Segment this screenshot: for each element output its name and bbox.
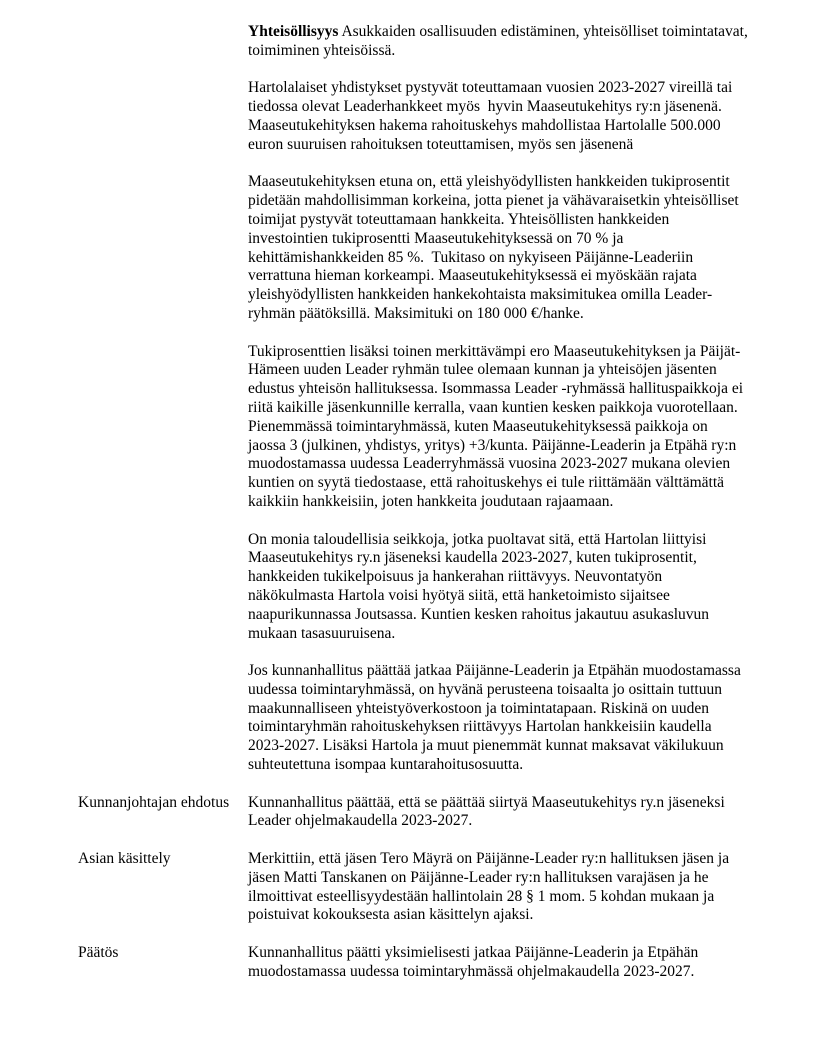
intro-lead-text: Asukkaiden osallisuuden edistäminen, yhteisölliset toimintatavat, toimiminen yhteisöissä. [248, 23, 752, 59]
section-label: Päätös [78, 944, 119, 962]
section-asian-kasittely [78, 850, 748, 944]
intro-paragraph: Hartolalaiset yhdistykset pystyvät toteuttamaan vuosien 2023-2027 vireillä tai tiedossa olevat Leaderhankkeet myös hyvin Maaseutukehitys ry:n jäsenenä. Maaseutukehityksen hakema rahoituskehys mahdollistaa Hartolalle 500.000 euron suuruisen rahoituksen toteuttamisen, myös sen jäsenenä [248, 79, 737, 153]
intro-paragraph: Tukiprosenttien lisäksi toinen merkittävämpi ero Maaseutukehityksen ja Päijät-Hämeen uuden Leader ryhmän tulee olemaan kunnan ja yhteisöjen jäsenten edustus yhteisön hallituksessa. Isommassa Leader -ryhmässä hallituspaikkoja ei riitä kaikille jäsenkunnille kerralla, vaan kuntien kesken paikkoja vuorotellaan. Pienemmässä toimintaryhmässä, kuten Maaseutukehityksessä paikkoja on jaossa 3 (julkinen, yhdistys, yritys) +3/kunta. Päijänne-Leaderin ja Etpähä ry:n muodostamassa uudessa Leaderryhmässä vuosina 2023-2027 mukana olevien kuntien on syytä tiedostaase, että rahoituskehys ei tule riittämään välttämättä kaikkiin hankkeisiin, joten hankkeita joudutaan rajaamaan. [248, 342, 747, 510]
section-body: Kunnanhallitus päätti yksimielisesti jatkaa Päijänne-Leaderin ja Etpähän muodostamassa uudessa toimintaryhmässä ohjelmakaudella 2023-2027. [248, 944, 703, 980]
section-kunnanjohtajan-ehdotus [78, 794, 748, 850]
section-paatos [78, 944, 748, 1000]
intro-block [248, 23, 752, 775]
intro-paragraph: Jos kunnanhallitus päättää jatkaa Päijänne-Leaderin ja Etpähän muodostamassa uudessa toimintaryhmässä, on hyvänä perusteena toisaalta jo osittain tuttuun maakunnalliseen yhteistyöverkostoon ja toimintatapaan. Riskinä on uuden toimintaryhmän rahoituskehyksen riittävyys Hartolan hankkeisiin kaudella 2023-2027. Lisäksi Hartola ja muut pienemmät kunnat maksavat väkilukuun suhteutettuna isompaa kuntarahoitusosuutta. [248, 662, 745, 774]
section-body: Merkittiin, että jäsen Tero Mäyrä on Päijänne-Leader ry:n hallituksen jäsen ja jäsen Matti Tanskanen on Päijänne-Leader ry:n hallituksen varajäsen ja he ilmoittivat esteellisyydestään hallintolain 28 § 1 mom. 5 kohdan mukaan ja poistuivat kokouksesta asian käsittelyn ajaksi. [248, 850, 733, 924]
intro-paragraph: Maaseutukehityksen etuna on, että yleishyödyllisten hankkeiden tukiprosentit pidetään mahdollisimman korkeina, jotta pienet ja vähävaraisetkin yhteisölliset toimijat pystyvät toteuttamaan hankkeita. Yhteisöllisten hankkeiden investointien tukiprosentti Maaseutukehityksessä on 70 % ja kehittämishankkeiden 85 %. Tukitaso on nykyiseen Päijänne-Leaderiin verrattuna hieman korkeampi. Maaseutukehityksessä ei myöskään rajata yleishyödyllisten hankkeiden hankekohtaista maksimitukea omilla Leader-ryhmän päätöksillä. Maksimituki on 180 000 €/hanke. [248, 173, 743, 322]
section-label: Kunnanjohtajan ehdotus [78, 793, 230, 811]
section-body: Kunnanhallitus päättää, että se päättää siirtyä Maaseutukehitys ry.n jäseneksi Leader ohjelmakaudella 2023-2027. [248, 793, 729, 830]
section-label: Asian käsittely [78, 850, 171, 868]
intro-lead-paragraph [248, 23, 752, 61]
intro-lead-term: Yhteisöllisyys [248, 23, 339, 40]
intro-paragraph: On monia taloudellisia seikkoja, jotka puoltavat sitä, että Hartolan liittyisi Maaseutukehitys ry.n jäseneksi kaudella 2023-2027, kuten tukiprosentit, hankkeiden tukikelpoisuus ja hankerahan riittävyys. Neuvontatyön näkökulmasta Hartola voisi hyötyä siitä, että hanketoimisto sijaitsee naapurikunnassa Joutsassa. Kuntien kesken rahoitus jakautuu asukasluvun mukaan tasasuuruisena. [248, 530, 713, 642]
